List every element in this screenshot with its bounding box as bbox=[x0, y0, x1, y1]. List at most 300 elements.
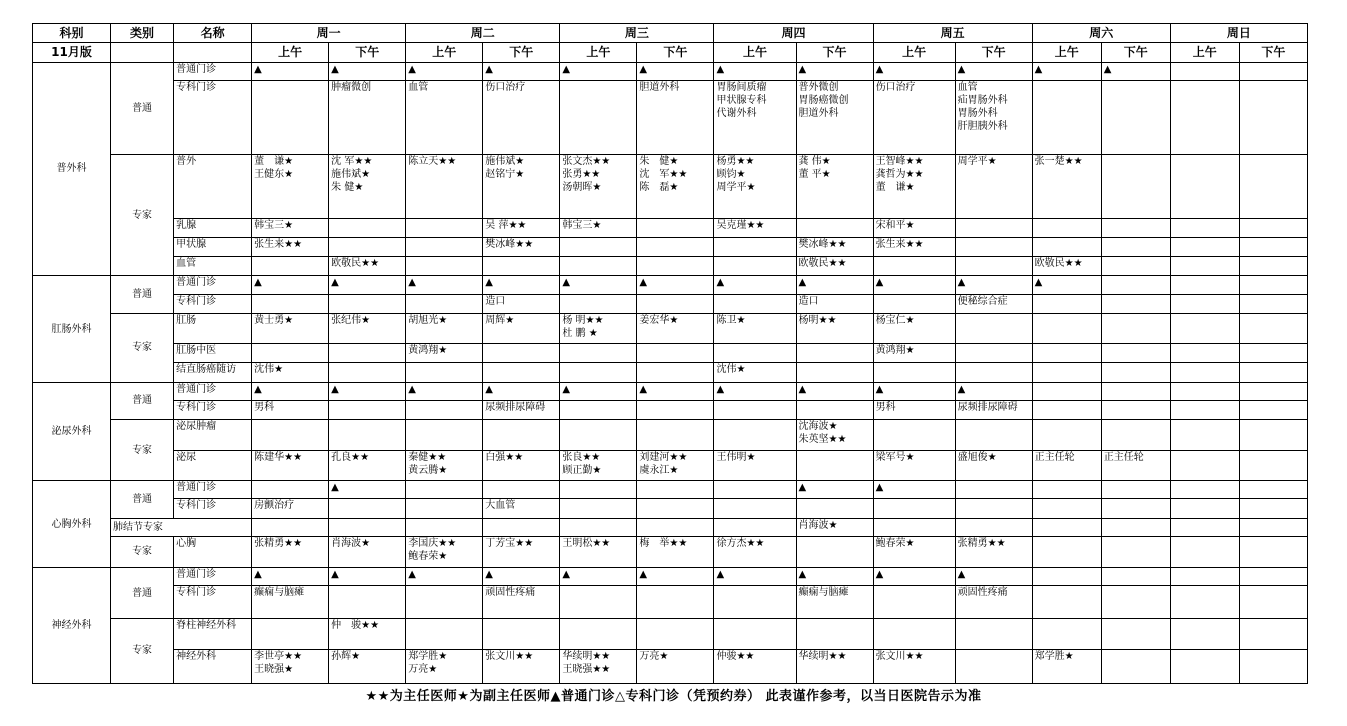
schedule-cell bbox=[714, 586, 796, 618]
department-cell: 神经外科 bbox=[33, 568, 111, 684]
am-header: 上午 bbox=[406, 43, 483, 62]
schedule-cell bbox=[796, 536, 873, 567]
schedule-cell bbox=[483, 481, 560, 499]
day-header-thu: 周四 bbox=[714, 24, 873, 43]
schedule-cell bbox=[1239, 294, 1307, 313]
schedule-cell bbox=[714, 257, 796, 276]
schedule-cell bbox=[252, 518, 329, 536]
schedule-cell bbox=[406, 499, 483, 518]
schedule-row bbox=[33, 450, 1308, 480]
schedule-cell: 姜宏华★ bbox=[637, 313, 714, 343]
schedule-cell bbox=[714, 618, 796, 649]
schedule-cell bbox=[1239, 276, 1307, 294]
schedule-cell bbox=[483, 363, 560, 382]
clinic-name-cell: 泌尿 bbox=[174, 450, 252, 480]
schedule-cell: ▲ bbox=[796, 382, 873, 400]
category-cell: 专家 bbox=[111, 154, 174, 276]
schedule-cell bbox=[406, 618, 483, 649]
clinic-name-cell: 乳腺 bbox=[174, 218, 252, 237]
clinic-name-cell: 普通门诊 bbox=[174, 568, 252, 586]
category-cell: 普通 bbox=[111, 568, 174, 619]
schedule-cell bbox=[873, 257, 955, 276]
clinic-name-cell: 普通门诊 bbox=[174, 382, 252, 400]
schedule-cell: 张纪伟★ bbox=[329, 313, 406, 343]
schedule-cell bbox=[483, 420, 560, 450]
am-header: 上午 bbox=[1032, 43, 1101, 62]
blank-header-cell bbox=[174, 43, 252, 62]
schedule-cell: ▲ bbox=[637, 62, 714, 80]
schedule-cell bbox=[796, 344, 873, 363]
schedule-cell: 盛旭俊★ bbox=[955, 450, 1032, 480]
schedule-cell: ▲ bbox=[560, 62, 637, 80]
schedule-cell: ▲ bbox=[406, 62, 483, 80]
schedule-cell: ▲ bbox=[714, 382, 796, 400]
schedule-cell: ▲ bbox=[560, 382, 637, 400]
schedule-cell: 杨宝仁★ bbox=[873, 313, 955, 343]
schedule-cell: 张精勇★★ bbox=[252, 536, 329, 567]
schedule-cell: 王伟明★ bbox=[714, 450, 796, 480]
schedule-cell bbox=[1239, 313, 1307, 343]
header-row-days bbox=[33, 24, 1308, 43]
category-header: 类别 bbox=[111, 24, 174, 43]
schedule-row bbox=[33, 400, 1308, 419]
category-cell: 专家 bbox=[111, 420, 174, 481]
schedule-cell: 周学平★ bbox=[955, 154, 1032, 218]
clinic-name-cell: 普通门诊 bbox=[174, 481, 252, 499]
schedule-cell bbox=[329, 218, 406, 237]
schedule-cell bbox=[252, 618, 329, 649]
schedule-cell: ▲ bbox=[329, 568, 406, 586]
schedule-cell bbox=[873, 499, 955, 518]
schedule-cell: ▲ bbox=[796, 62, 873, 80]
department-cell: 心胸外科 bbox=[33, 481, 111, 568]
schedule-cell: 尿频排尿障碍 bbox=[955, 400, 1032, 419]
schedule-cell bbox=[1170, 400, 1239, 419]
schedule-cell bbox=[1239, 420, 1307, 450]
pm-header: 下午 bbox=[637, 43, 714, 62]
schedule-cell: ▲ bbox=[329, 481, 406, 499]
schedule-cell bbox=[1170, 344, 1239, 363]
schedule-cell bbox=[1032, 80, 1101, 154]
schedule-cell bbox=[483, 618, 560, 649]
schedule-cell: 樊冰峰★★ bbox=[796, 237, 873, 256]
schedule-cell: 宋和平★ bbox=[873, 218, 955, 237]
schedule-cell bbox=[637, 420, 714, 450]
schedule-cell bbox=[560, 400, 637, 419]
schedule-cell: 丁芳宝★★ bbox=[483, 536, 560, 567]
schedule-cell bbox=[955, 313, 1032, 343]
schedule-cell: 龚 伟★ 董 平★ bbox=[796, 154, 873, 218]
category-cell: 专家 bbox=[111, 313, 174, 382]
blank-header-cell bbox=[111, 43, 174, 62]
schedule-cell: 张精勇★★ bbox=[955, 536, 1032, 567]
schedule-cell bbox=[1170, 518, 1239, 536]
schedule-cell bbox=[1170, 382, 1239, 400]
schedule-cell bbox=[873, 420, 955, 450]
schedule-cell bbox=[1101, 536, 1170, 567]
name-header: 名称 bbox=[174, 24, 252, 43]
schedule-cell bbox=[1101, 400, 1170, 419]
schedule-cell: 黄士勇★ bbox=[252, 313, 329, 343]
schedule-row bbox=[33, 154, 1308, 218]
schedule-cell: ▲ bbox=[637, 276, 714, 294]
schedule-cell bbox=[252, 294, 329, 313]
schedule-cell: 万亮★ bbox=[637, 650, 714, 684]
schedule-cell bbox=[796, 400, 873, 419]
schedule-cell: 伤口治疗 bbox=[483, 80, 560, 154]
schedule-cell bbox=[1170, 450, 1239, 480]
schedule-cell: 梅 举★★ bbox=[637, 536, 714, 567]
schedule-cell bbox=[1101, 499, 1170, 518]
schedule-cell: ▲ bbox=[329, 382, 406, 400]
schedule-row bbox=[33, 62, 1308, 80]
category-cell: 肺结节专家 bbox=[111, 518, 252, 536]
clinic-name-cell: 普外 bbox=[174, 154, 252, 218]
schedule-cell: 樊冰峰★★ bbox=[483, 237, 560, 256]
schedule-cell: ▲ bbox=[637, 382, 714, 400]
schedule-cell bbox=[1170, 363, 1239, 382]
schedule-cell bbox=[1032, 618, 1101, 649]
schedule-cell: 顽固性疼痛 bbox=[955, 586, 1032, 618]
schedule-cell bbox=[1032, 536, 1101, 567]
schedule-row bbox=[33, 218, 1308, 237]
schedule-cell bbox=[1101, 618, 1170, 649]
schedule-cell: ▲ bbox=[955, 568, 1032, 586]
schedule-cell bbox=[873, 363, 955, 382]
schedule-cell: 王智峰★★ 龚哲为★★ 董 谦★ bbox=[873, 154, 955, 218]
schedule-cell bbox=[637, 237, 714, 256]
schedule-cell bbox=[1170, 536, 1239, 567]
schedule-cell bbox=[1101, 237, 1170, 256]
schedule-cell: 张一楚★★ bbox=[1032, 154, 1101, 218]
schedule-cell bbox=[560, 499, 637, 518]
schedule-row bbox=[33, 344, 1308, 363]
schedule-cell: ▲ bbox=[637, 568, 714, 586]
schedule-row bbox=[33, 499, 1308, 518]
schedule-cell: ▲ bbox=[252, 276, 329, 294]
schedule-cell: 普外微创 胃肠癌微创 胆道外科 bbox=[796, 80, 873, 154]
schedule-cell bbox=[483, 518, 560, 536]
schedule-cell bbox=[637, 257, 714, 276]
schedule-cell: 造口 bbox=[796, 294, 873, 313]
schedule-cell bbox=[714, 499, 796, 518]
schedule-cell: 房颤治疗 bbox=[252, 499, 329, 518]
schedule-cell bbox=[1170, 80, 1239, 154]
schedule-row bbox=[33, 237, 1308, 256]
schedule-cell bbox=[873, 618, 955, 649]
schedule-cell: ▲ bbox=[873, 382, 955, 400]
day-header-mon: 周一 bbox=[252, 24, 406, 43]
schedule-cell: 沈 军★★ 施伟斌★ 朱 健★ bbox=[329, 154, 406, 218]
schedule-cell: ▲ bbox=[483, 568, 560, 586]
schedule-row bbox=[33, 80, 1308, 154]
schedule-cell: 陈立天★★ bbox=[406, 154, 483, 218]
schedule-cell bbox=[637, 481, 714, 499]
schedule-cell bbox=[1101, 218, 1170, 237]
schedule-cell bbox=[637, 294, 714, 313]
schedule-cell bbox=[796, 618, 873, 649]
schedule-cell bbox=[873, 294, 955, 313]
schedule-cell bbox=[1101, 568, 1170, 586]
schedule-cell bbox=[955, 344, 1032, 363]
schedule-cell bbox=[1170, 154, 1239, 218]
schedule-row bbox=[33, 420, 1308, 450]
clinic-name-cell: 血管 bbox=[174, 257, 252, 276]
schedule-cell: 男科 bbox=[252, 400, 329, 419]
schedule-cell bbox=[329, 363, 406, 382]
department-cell: 泌尿外科 bbox=[33, 382, 111, 480]
schedule-cell bbox=[560, 363, 637, 382]
schedule-cell bbox=[1032, 363, 1101, 382]
schedule-cell: 男科 bbox=[873, 400, 955, 419]
schedule-cell bbox=[560, 294, 637, 313]
schedule-cell: ▲ bbox=[483, 276, 560, 294]
schedule-cell: 张文杰★★ 张勇★★ 汤朝晖★ bbox=[560, 154, 637, 218]
schedule-cell: 肖海波★ bbox=[329, 536, 406, 567]
schedule-cell: 伤口治疗 bbox=[873, 80, 955, 154]
schedule-cell bbox=[406, 400, 483, 419]
schedule-cell bbox=[1170, 62, 1239, 80]
schedule-cell: ▲ bbox=[560, 276, 637, 294]
schedule-cell: 杨明★★ bbox=[796, 313, 873, 343]
schedule-cell: 韩宝三★ bbox=[560, 218, 637, 237]
schedule-cell bbox=[406, 586, 483, 618]
schedule-cell: ▲ bbox=[560, 568, 637, 586]
schedule-cell: 杨 明★★ 杜 鹏 ★ bbox=[560, 313, 637, 343]
schedule-cell bbox=[1101, 154, 1170, 218]
schedule-cell: 施伟斌★ 赵铭宁★ bbox=[483, 154, 560, 218]
clinic-name-cell: 神经外科 bbox=[174, 650, 252, 684]
schedule-row bbox=[33, 568, 1308, 586]
category-cell: 普通 bbox=[111, 382, 174, 419]
schedule-cell bbox=[1101, 481, 1170, 499]
schedule-cell bbox=[1170, 294, 1239, 313]
schedule-cell bbox=[714, 481, 796, 499]
schedule-cell bbox=[1032, 313, 1101, 343]
schedule-cell bbox=[483, 344, 560, 363]
schedule-cell bbox=[406, 294, 483, 313]
schedule-cell: 华续明★★ bbox=[796, 650, 873, 684]
schedule-cell: ▲ bbox=[955, 62, 1032, 80]
schedule-cell bbox=[1032, 218, 1101, 237]
schedule-cell bbox=[1239, 344, 1307, 363]
clinic-name-cell: 肛肠 bbox=[174, 313, 252, 343]
schedule-cell bbox=[796, 218, 873, 237]
schedule-cell bbox=[1170, 218, 1239, 237]
schedule-cell: 徐方杰★★ bbox=[714, 536, 796, 567]
clinic-name-cell: 普通门诊 bbox=[174, 62, 252, 80]
schedule-cell: 孔良★★ bbox=[329, 450, 406, 480]
schedule-cell: 陈建华★★ bbox=[252, 450, 329, 480]
schedule-cell: ▲ bbox=[252, 382, 329, 400]
schedule-cell: ▲ bbox=[955, 276, 1032, 294]
schedule-cell: ▲ bbox=[955, 382, 1032, 400]
schedule-cell: ▲ bbox=[406, 568, 483, 586]
schedule-cell bbox=[329, 344, 406, 363]
schedule-cell: 便秘综合症 bbox=[955, 294, 1032, 313]
schedule-cell bbox=[637, 586, 714, 618]
schedule-cell bbox=[1239, 80, 1307, 154]
schedule-cell: 胆道外科 bbox=[637, 80, 714, 154]
schedule-cell bbox=[1170, 276, 1239, 294]
schedule-cell bbox=[406, 257, 483, 276]
am-header: 上午 bbox=[873, 43, 955, 62]
schedule-cell bbox=[1032, 294, 1101, 313]
schedule-cell: ▲ bbox=[1032, 62, 1101, 80]
schedule-row bbox=[33, 276, 1308, 294]
category-cell: 专家 bbox=[111, 618, 174, 683]
schedule-cell: 杨勇★★ 顾钧★ 周学平★ bbox=[714, 154, 796, 218]
schedule-cell bbox=[955, 420, 1032, 450]
schedule-cell bbox=[560, 237, 637, 256]
clinic-name-cell: 甲状腺 bbox=[174, 237, 252, 256]
schedule-cell bbox=[796, 499, 873, 518]
category-cell: 普通 bbox=[111, 276, 174, 313]
day-header-fri: 周五 bbox=[873, 24, 1032, 43]
schedule-cell: ▲ bbox=[796, 276, 873, 294]
clinic-name-cell: 专科门诊 bbox=[174, 400, 252, 419]
pm-header: 下午 bbox=[1101, 43, 1170, 62]
schedule-cell: 仲 骏★★ bbox=[329, 618, 406, 649]
schedule-cell bbox=[1101, 257, 1170, 276]
clinic-name-cell: 脊柱神经外科 bbox=[174, 618, 252, 649]
schedule-cell: 顽固性疼痛 bbox=[483, 586, 560, 618]
schedule-cell: ▲ bbox=[796, 481, 873, 499]
version-label: 11月版 bbox=[33, 43, 111, 62]
department-cell: 肛肠外科 bbox=[33, 276, 111, 382]
schedule-cell: 张文川★★ bbox=[483, 650, 560, 684]
schedule-row bbox=[33, 518, 1308, 536]
schedule-cell: 郑学胜★ bbox=[1032, 650, 1101, 684]
schedule-cell: 韩宝三★ bbox=[252, 218, 329, 237]
schedule-cell bbox=[637, 400, 714, 419]
schedule-cell bbox=[1101, 276, 1170, 294]
schedule-cell bbox=[1101, 650, 1170, 684]
schedule-cell: 肿瘤微创 bbox=[329, 80, 406, 154]
schedule-cell: 张良★★ 顾正勤★ bbox=[560, 450, 637, 480]
schedule-cell bbox=[1101, 80, 1170, 154]
schedule-cell bbox=[1032, 400, 1101, 419]
schedule-cell bbox=[252, 481, 329, 499]
schedule-cell: ▲ bbox=[483, 382, 560, 400]
schedule-cell: 黄鸿翔★ bbox=[406, 344, 483, 363]
legend-note: ★★为主任医师★为副主任医师▲普通门诊△专科门诊（凭预约券） 此表谨作参考，以当日医院告示为准 bbox=[365, 689, 982, 704]
schedule-cell bbox=[406, 420, 483, 450]
clinic-name-cell: 肛肠中医 bbox=[174, 344, 252, 363]
clinic-name-cell: 结直肠癌随访 bbox=[174, 363, 252, 382]
schedule-cell bbox=[560, 518, 637, 536]
schedule-cell bbox=[1239, 237, 1307, 256]
schedule-cell: 肖海波★ bbox=[796, 518, 873, 536]
schedule-cell: 陈卫★ bbox=[714, 313, 796, 343]
schedule-cell bbox=[1101, 363, 1170, 382]
schedule-cell bbox=[1239, 499, 1307, 518]
schedule-cell bbox=[1032, 568, 1101, 586]
schedule-cell: 秦健★★ 黄云腾★ bbox=[406, 450, 483, 480]
schedule-cell: 尿频排尿障碍 bbox=[483, 400, 560, 419]
schedule-cell bbox=[1239, 518, 1307, 536]
schedule-cell: 李国庆★★ 鲍春荣★ bbox=[406, 536, 483, 567]
schedule-cell bbox=[873, 586, 955, 618]
schedule-cell: 沈伟★ bbox=[714, 363, 796, 382]
schedule-row bbox=[33, 382, 1308, 400]
am-header: 上午 bbox=[1170, 43, 1239, 62]
am-header: 上午 bbox=[560, 43, 637, 62]
schedule-cell bbox=[637, 344, 714, 363]
schedule-cell bbox=[637, 618, 714, 649]
schedule-cell bbox=[1239, 154, 1307, 218]
schedule-row bbox=[33, 363, 1308, 382]
schedule-cell: 血管 bbox=[406, 80, 483, 154]
schedule-cell: 欧敬民★★ bbox=[329, 257, 406, 276]
schedule-cell bbox=[873, 518, 955, 536]
schedule-cell bbox=[714, 518, 796, 536]
schedule-cell: ▲ bbox=[483, 62, 560, 80]
schedule-cell bbox=[1239, 586, 1307, 618]
schedule-cell bbox=[955, 218, 1032, 237]
schedule-cell: 郑学胜★ 万亮★ bbox=[406, 650, 483, 684]
schedule-cell bbox=[1170, 650, 1239, 684]
pm-header: 下午 bbox=[329, 43, 406, 62]
schedule-cell bbox=[406, 481, 483, 499]
day-header-sun: 周日 bbox=[1170, 24, 1307, 43]
schedule-cell bbox=[1239, 450, 1307, 480]
am-header: 上午 bbox=[714, 43, 796, 62]
schedule-cell bbox=[252, 80, 329, 154]
clinic-name-cell: 普通门诊 bbox=[174, 276, 252, 294]
schedule-cell bbox=[637, 218, 714, 237]
schedule-cell: ▲ bbox=[406, 382, 483, 400]
pm-header: 下午 bbox=[796, 43, 873, 62]
schedule-cell bbox=[1032, 518, 1101, 536]
clinic-name-cell: 心胸 bbox=[174, 536, 252, 567]
schedule-cell bbox=[329, 400, 406, 419]
schedule-cell bbox=[329, 518, 406, 536]
schedule-cell bbox=[1239, 481, 1307, 499]
schedule-cell: 董 谦★ 王健东★ bbox=[252, 154, 329, 218]
schedule-cell: 癫痫与脑瘫 bbox=[252, 586, 329, 618]
schedule-cell bbox=[955, 257, 1032, 276]
schedule-cell: 朱 健★ 沈 军★★ 陈 磊★ bbox=[637, 154, 714, 218]
schedule-cell bbox=[1239, 568, 1307, 586]
schedule-cell bbox=[1101, 420, 1170, 450]
schedule-cell: ▲ bbox=[873, 276, 955, 294]
schedule-cell bbox=[329, 586, 406, 618]
clinic-name-cell: 专科门诊 bbox=[174, 586, 252, 618]
schedule-cell: 血管 疝胃肠外科 胃肠外科 肝胆胰外科 bbox=[955, 80, 1032, 154]
schedule-cell bbox=[1032, 420, 1101, 450]
schedule-cell: 白强★★ bbox=[483, 450, 560, 480]
schedule-cell bbox=[955, 650, 1032, 684]
schedule-cell: ▲ bbox=[252, 62, 329, 80]
day-header-sat: 周六 bbox=[1032, 24, 1170, 43]
schedule-cell bbox=[637, 499, 714, 518]
schedule-cell bbox=[406, 363, 483, 382]
schedule-cell: ▲ bbox=[252, 568, 329, 586]
schedule-row bbox=[33, 313, 1308, 343]
schedule-cell bbox=[1239, 618, 1307, 649]
day-header-wed: 周三 bbox=[560, 24, 714, 43]
schedule-cell: 张生来★★ bbox=[873, 237, 955, 256]
schedule-cell: 胡旭光★ bbox=[406, 313, 483, 343]
schedule-cell bbox=[714, 237, 796, 256]
schedule-cell: ▲ bbox=[714, 568, 796, 586]
schedule-cell: 欧敬民★★ bbox=[796, 257, 873, 276]
schedule-cell bbox=[1032, 344, 1101, 363]
schedule-cell: ▲ bbox=[714, 62, 796, 80]
schedule-cell bbox=[1239, 218, 1307, 237]
schedule-cell: ▲ bbox=[406, 276, 483, 294]
